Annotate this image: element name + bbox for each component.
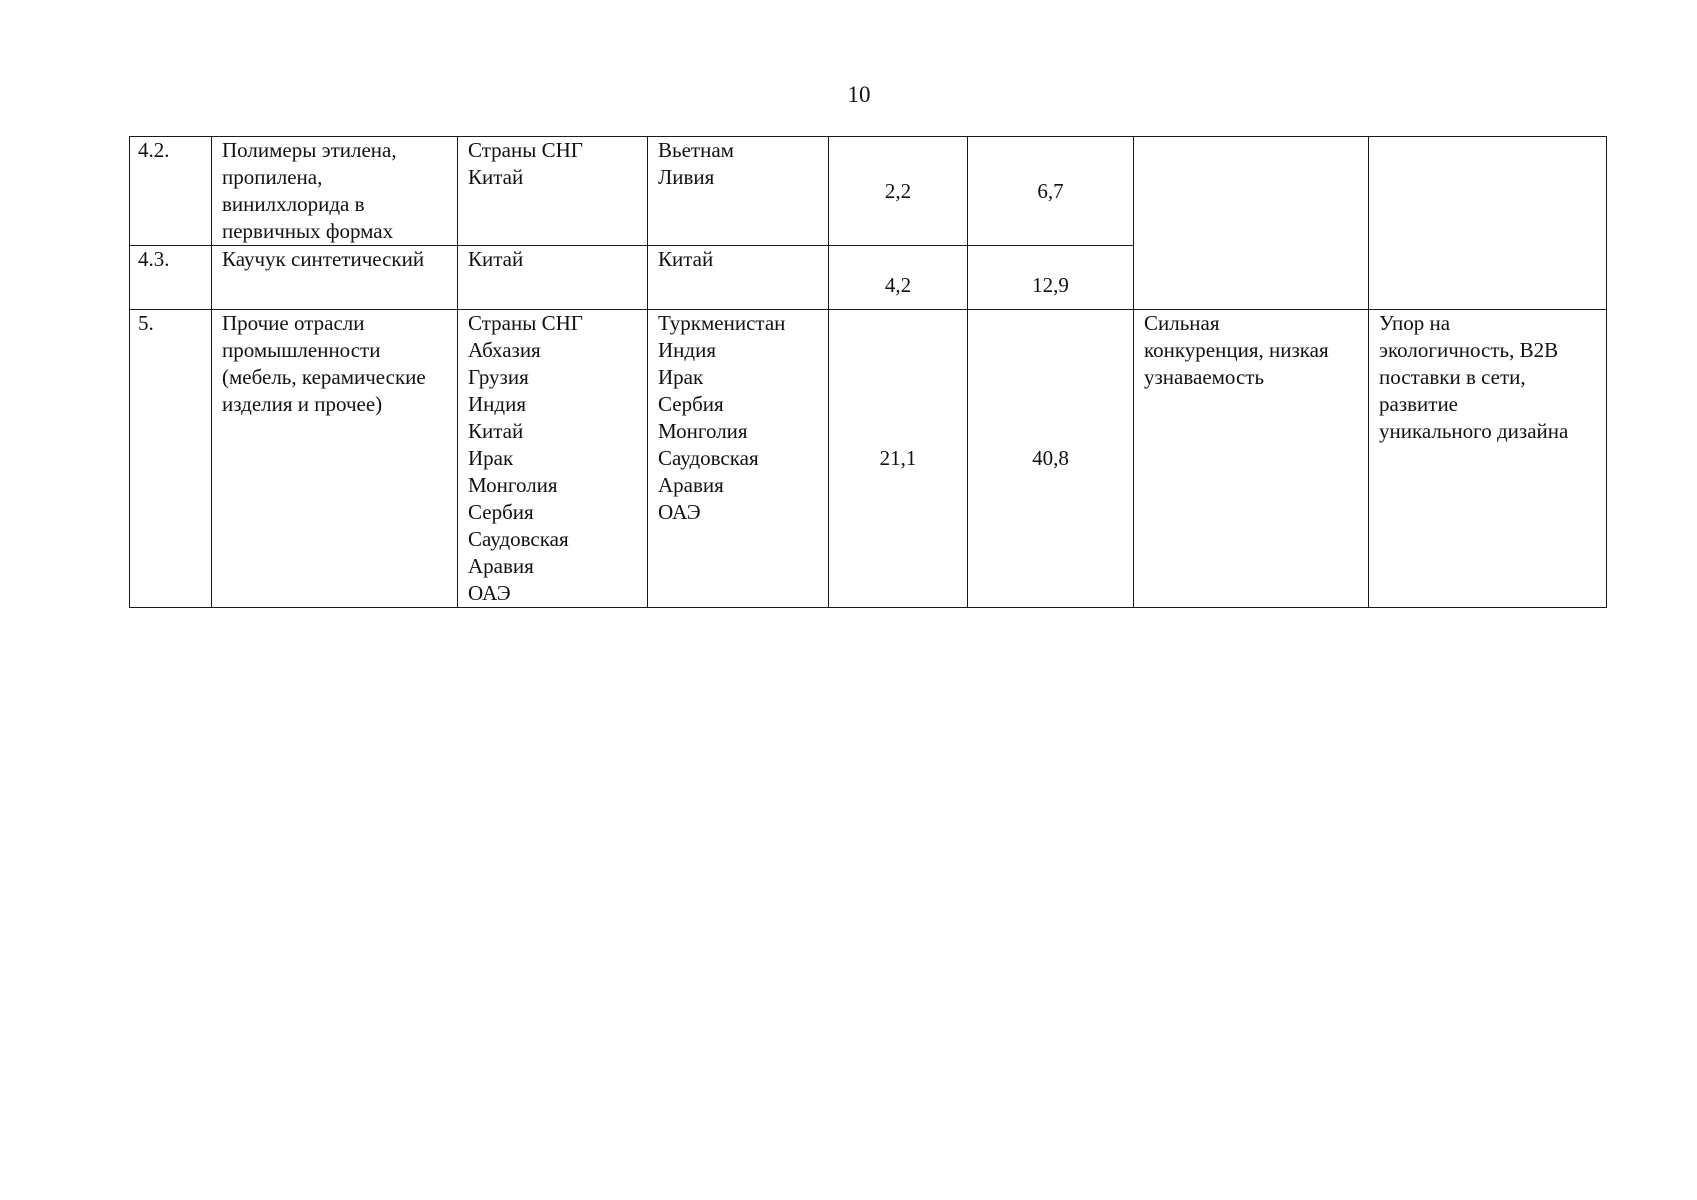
barriers-cell-empty [1134,137,1369,310]
industry-line: Полимеры этилена, [222,138,397,162]
market-line: Туркменистан [658,311,786,335]
market-line: Аравия [658,473,724,497]
page-number: 10 [847,82,871,107]
market-line: Китай [468,165,524,189]
market-line: Индия [468,392,526,416]
market-line: Саудовская [658,446,759,470]
measures-line: экологичность, B2B [1379,338,1559,362]
barriers-cell [1134,310,1369,608]
measures-cell [1369,310,1607,608]
measures-line: развитие [1379,392,1459,416]
new-markets-cell [648,246,829,310]
market-line: Монголия [468,473,558,497]
industry-cell [212,246,458,310]
market-line: Китай [468,419,524,443]
market-line: Сербия [468,500,534,524]
market-line: Ливия [658,165,715,189]
market-line: Индия [658,338,716,362]
measures-cell-empty [1369,137,1607,310]
table-row [130,310,1607,608]
current-markets-cell [458,137,648,246]
market-line: ОАЭ [468,581,511,605]
current-markets-cell [458,246,648,310]
barriers-line: Сильная [1144,311,1220,335]
market-line: Китай [468,247,524,271]
market-line: ОАЭ [658,500,701,524]
market-line: Страны СНГ [468,311,583,335]
value-2-cell: 12,9 [968,246,1134,310]
value-1-cell: 21,1 [829,310,968,608]
value-1-cell: 4,2 [829,246,968,310]
market-line: Китай [658,247,714,271]
industry-line: Каучук синтетический [222,247,425,271]
new-markets-cell [648,310,829,608]
industry-line: промышленности [222,338,381,362]
new-markets-cell [648,137,829,246]
barriers-line: конкуренция, низкая [1144,338,1329,362]
row-index: 4.2. [130,137,212,246]
measures-line: поставки в сети, [1379,365,1526,389]
industry-line: изделия и прочее) [222,392,383,416]
market-line: Монголия [658,419,748,443]
industry-line: Прочие отрасли [222,311,365,335]
row-index: 4.3. [130,246,212,310]
value-2-cell: 40,8 [968,310,1134,608]
market-line: Саудовская [468,527,569,551]
value-2-cell: 6,7 [968,137,1134,246]
industry-line: первичных формах [222,219,394,243]
market-line: Аравия [468,554,534,578]
current-markets-cell [458,310,648,608]
market-line: Ирак [658,365,704,389]
industry-line: пропилена, [222,165,323,189]
market-line: Ирак [468,446,514,470]
market-line: Вьетнам [658,138,734,162]
export-table [129,136,1607,608]
industry-cell [212,310,458,608]
table-row [130,137,1607,246]
market-line: Страны СНГ [468,138,583,162]
market-line: Грузия [468,365,529,389]
market-line: Сербия [658,392,724,416]
industry-line: винилхлорида в [222,192,365,216]
value-1-cell: 2,2 [829,137,968,246]
industry-line: (мебель, керамические [222,365,426,389]
industry-cell [212,137,458,246]
barriers-line: узнаваемость [1144,365,1265,389]
measures-line: Упор на [1379,311,1451,335]
row-index: 5. [130,310,212,608]
market-line: Абхазия [468,338,541,362]
measures-line: уникального дизайна [1379,419,1569,443]
